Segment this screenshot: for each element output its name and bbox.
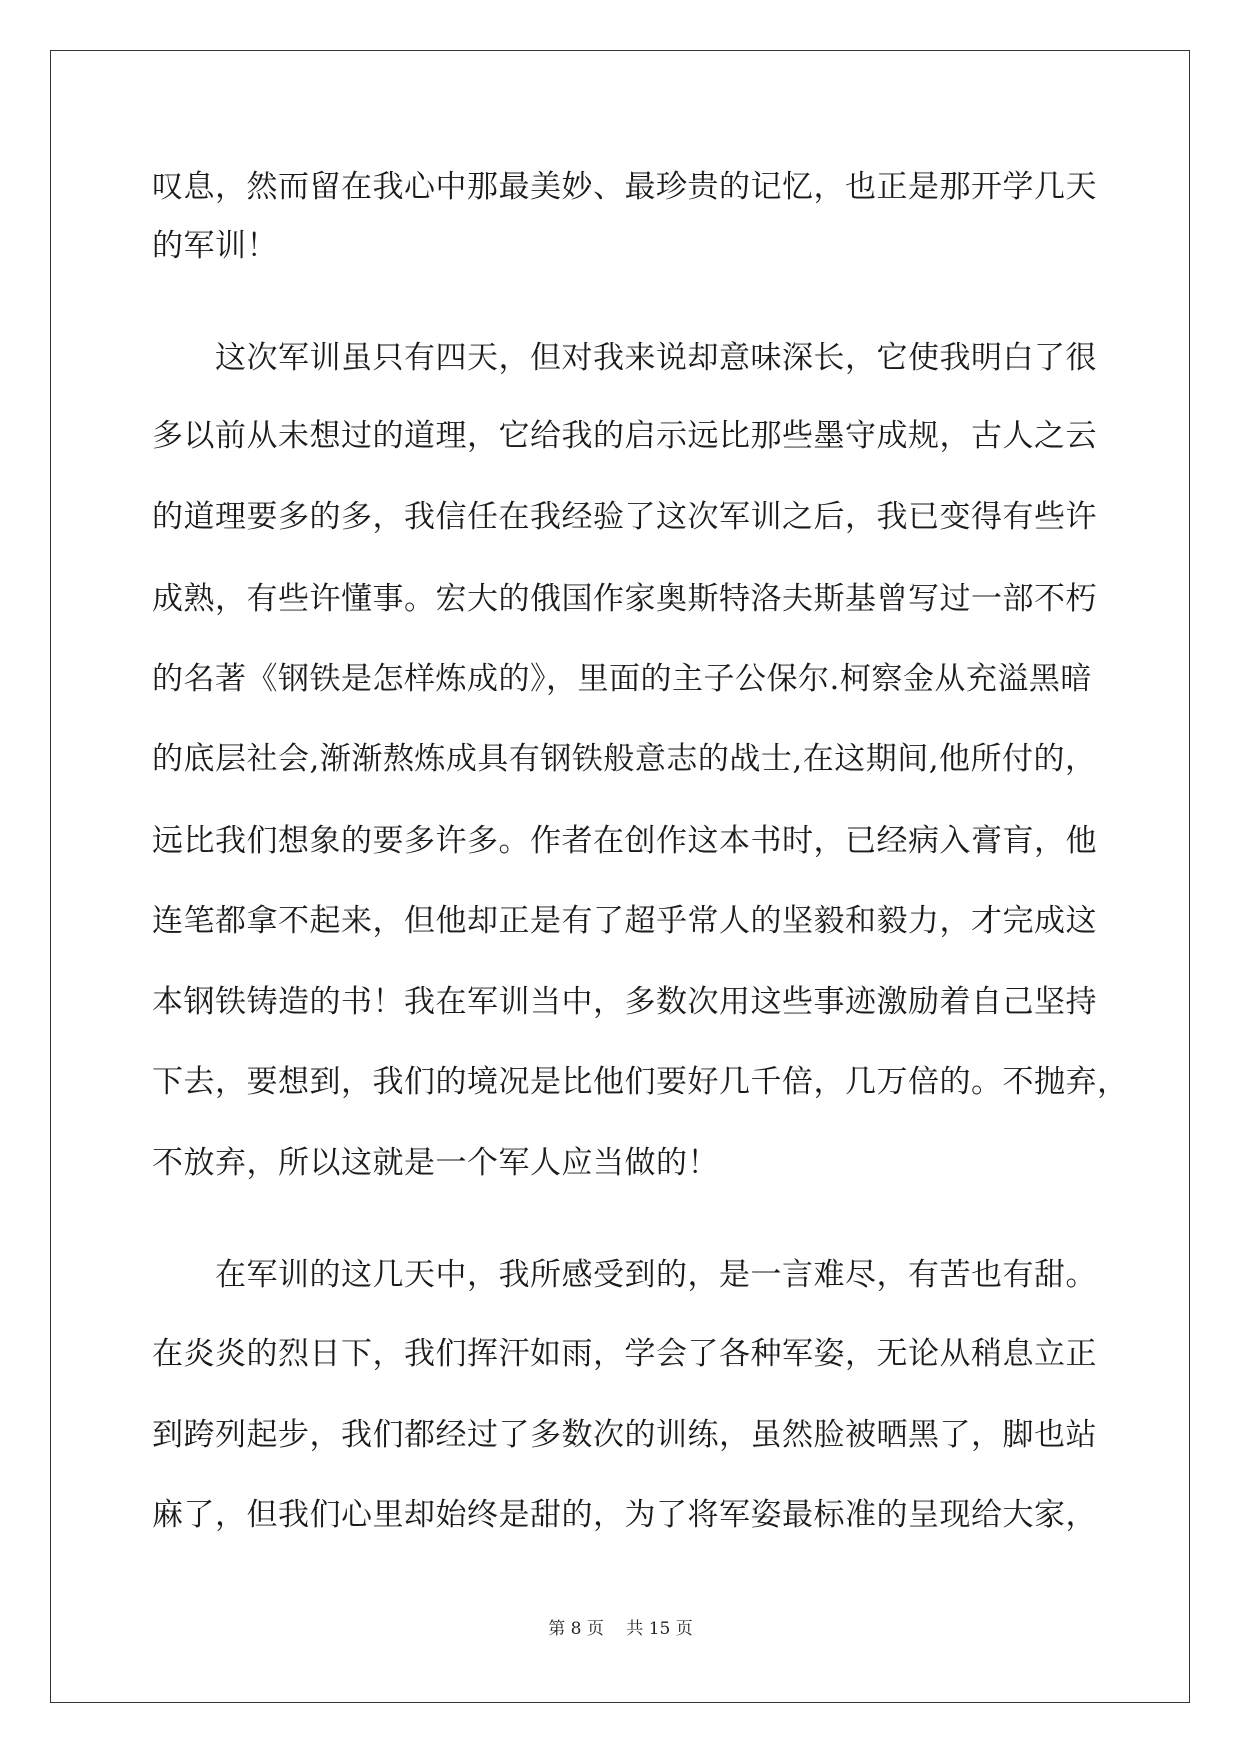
text-line: 在军训的这几天中，我所感受到的，是一言难尽，有苦也有甜。 <box>152 1257 1097 1293</box>
text-line: 在炎炎的烈日下，我们挥汗如雨，学会了各种军姿，无论从稍息立正 <box>152 1336 1097 1372</box>
page-border <box>50 50 1190 1703</box>
text-line: 的军训！ <box>152 228 278 264</box>
text-line: 远比我们想象的要多许多。作者在创作这本书时，已经病入膏肓，他 <box>152 823 1097 859</box>
text-line: 叹息，然而留在我心中那最美妙、最珍贵的记忆，也正是那开学几天 <box>152 169 1097 205</box>
text-line: 下去，要想到，我们的境况是比他们要好几千倍，几万倍的。不抛弃， <box>152 1064 1129 1100</box>
text-line: 成熟，有些许懂事。宏大的俄国作家奥斯特洛夫斯基曾写过一部不朽 <box>152 581 1097 617</box>
text-line: 连笔都拿不起来，但他却正是有了超乎常人的坚毅和毅力，才完成这 <box>152 903 1097 939</box>
text-line: 麻了，但我们心里却始终是甜的，为了将军姿最标准的呈现给大家， <box>152 1497 1097 1533</box>
text-line: 不放弃，所以这就是一个军人应当做的！ <box>152 1145 719 1181</box>
text-line: 多以前从未想过的道理，它给我的启示远比那些墨守成规，古人之云 <box>152 418 1097 454</box>
text-line: 的道理要多的多，我信任在我经验了这次军训之后，我已变得有些许 <box>152 499 1097 535</box>
text-line: 的底层社会,渐渐熬炼成具有钢铁般意志的战士,在这期间,他所付的， <box>152 741 1097 777</box>
text-line: 到跨列起步，我们都经过了多数次的训练，虽然脸被晒黑了，脚也站 <box>152 1417 1097 1453</box>
text-line: 的名著《钢铁是怎样炼成的》，里面的主子公保尔.柯察金从充溢黑暗 <box>152 661 1092 697</box>
text-line: 这次军训虽只有四天，但对我来说却意味深长，它使我明白了很 <box>152 340 1097 376</box>
page-number: 第 8 页 共 15 页 <box>548 1619 693 1639</box>
text-line: 本钢铁铸造的书！我在军训当中，多数次用这些事迹激励着自己坚持 <box>152 984 1097 1020</box>
